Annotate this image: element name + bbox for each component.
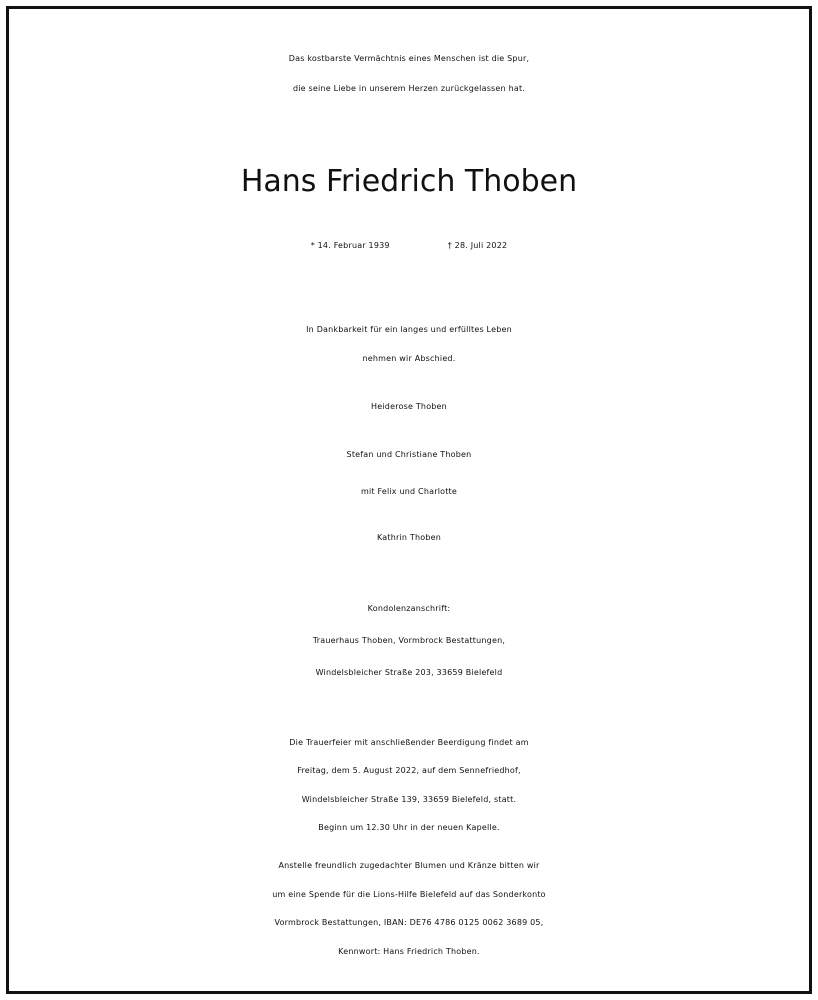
motto-line-1: Das kostbarste Vermächtnis eines Menschen ist die Spur, (288, 54, 530, 63)
funeral-info-line-4: Beginn um 12.30 Uhr in der neuen Kapelle. (318, 823, 500, 832)
donation-info-line-3: Vormbrock Bestattungen, IBAN: DE76 4786 0125 0062 3689 05, (274, 918, 544, 927)
farewell-line-2: nehmen wir Abschied. (362, 354, 456, 363)
death-date: † 28. Juli 2022 (447, 241, 508, 250)
donation-info-line-2: um eine Spende für die Lions-Hilfe Bielefeld auf das Sonderkonto (272, 890, 546, 899)
family-member-3: Kathrin Thoben (376, 533, 442, 542)
condolence-address-line-2: Windelsbleicher Straße 203, 33659 Bielefeld (315, 668, 503, 677)
family-member-2: Stefan und Christiane Thoben (346, 450, 472, 459)
donation-info-line-4: Kennwort: Hans Friedrich Thoben. (338, 947, 480, 956)
birth-date: * 14. Februar 1939 (310, 241, 390, 250)
funeral-info-line-2: Freitag, dem 5. August 2022, auf dem Sennefriedhof, (297, 766, 521, 775)
condolence-heading: Kondolenzanschrift: (367, 604, 451, 613)
family-member-1: Heiderose Thoben (371, 402, 447, 411)
condolence-address-line-1: Trauerhaus Thoben, Vormbrock Bestattungen, (312, 636, 506, 645)
family-member-2-children: mit Felix und Charlotte (360, 487, 458, 496)
funeral-info-line-1: Die Trauerfeier mit anschließender Beerdigung findet am (289, 738, 529, 747)
life-dates (0, 228, 818, 264)
farewell-line-1: In Dankbarkeit für ein langes und erfülltes Leben (306, 325, 512, 334)
motto-line-2: die seine Liebe in unserem Herzen zurückgelassen hat. (292, 84, 526, 93)
funeral-info-line-3: Windelsbleicher Straße 139, 33659 Bielefeld, statt. (301, 795, 517, 804)
donation-info-line-1: Anstelle freundlich zugedachter Blumen und Kränze bitten wir (278, 861, 540, 870)
deceased-name: Hans Friedrich Thoben (240, 164, 578, 199)
